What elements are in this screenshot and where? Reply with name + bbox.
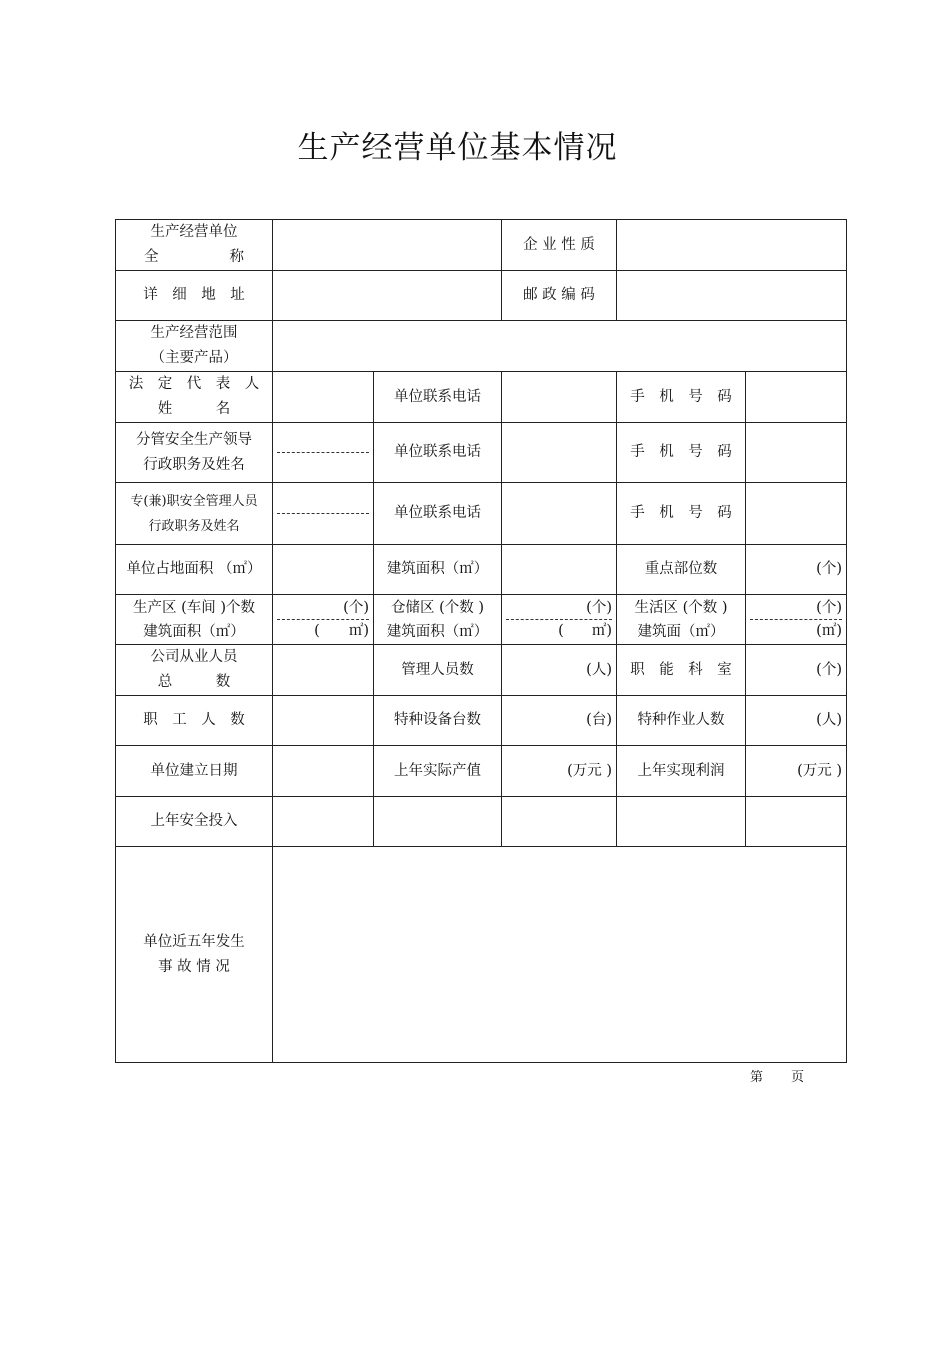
address-field[interactable] [273,271,502,321]
row-safety-invest [116,797,847,847]
count-line: (个) [506,597,612,620]
safety-leader-mobile-label: 手 机 号 码 [617,423,746,483]
equip-field[interactable]: (台) [502,696,617,746]
count-line: (个) [750,597,842,620]
unit-label: (个) [816,561,842,577]
safety-invest-field-3[interactable] [502,797,617,847]
divider [277,513,369,514]
row-safety-leader [116,423,847,483]
staff-total-field[interactable] [273,645,374,696]
row-safety-manager [116,483,847,545]
safety-leader-phone-field[interactable] [502,423,617,483]
building-area-label: 建筑面积（㎡） [374,545,502,595]
row-workers [116,696,847,746]
row-legal-rep [116,372,847,423]
workers-label: 职 工 人 数 [116,696,273,746]
staff-total-label: 公司从业人员 总 数 [116,645,273,696]
safety-invest-label: 上年安全投入 [116,797,273,847]
area-line: ( ㎡) [558,623,612,639]
row-established [116,746,847,797]
output-field[interactable]: (万元 ) [502,746,617,797]
accidents-label: 单位近五年发生 事 故 情 况 [116,847,273,1063]
key-parts-field[interactable] [746,545,847,595]
row-unit-name [116,220,847,271]
output-label: 上年实际产值 [374,746,502,797]
row-accidents [116,847,847,1063]
safety-leader-phone-label: 单位联系电话 [374,423,502,483]
count-line: (个) [277,597,369,620]
living-zone-label: 生活区 (个数 ) 建筑面（㎡） [617,595,746,645]
established-field[interactable] [273,746,374,797]
row-staff [116,645,847,696]
storage-zone-label: 仓储区 (个数 ) 建筑面积（㎡） [374,595,502,645]
postcode-label: 邮 政 编 码 [502,271,617,321]
storage-zone-field[interactable] [502,595,617,645]
safety-manager-label: 专(兼)职安全管理人员 行政职务及姓名 [116,483,273,545]
area-line: ( ㎡) [314,623,369,639]
safety-manager-mobile-label: 手 机 号 码 [617,483,746,545]
accidents-field[interactable] [273,847,847,1063]
safety-manager-mobile-field[interactable] [746,483,847,545]
dept-field[interactable]: (个) [746,645,847,696]
row-scope [116,321,847,372]
row-zones [116,595,847,645]
row-area [116,545,847,595]
unit-name-label: 生产经营单位 全 称 [116,220,273,271]
safety-leader-field[interactable] [273,423,374,483]
legal-rep-field[interactable] [273,372,374,423]
safety-manager-phone-label: 单位联系电话 [374,483,502,545]
safety-invest-field-1[interactable] [273,797,374,847]
safety-invest-field-5[interactable] [746,797,847,847]
established-label: 单位建立日期 [116,746,273,797]
legal-rep-phone-label: 单位联系电话 [374,372,502,423]
safety-leader-mobile-field[interactable] [746,423,847,483]
building-area-field[interactable] [502,545,617,595]
profit-field[interactable]: (万元 ) [746,746,847,797]
safety-invest-field-4[interactable] [617,797,746,847]
safety-manager-phone-field[interactable] [502,483,617,545]
safety-manager-field[interactable] [273,483,374,545]
page-number: 第 页 [750,1070,805,1085]
row-address [116,271,847,321]
key-parts-label: 重点部位数 [617,545,746,595]
info-form-table [115,219,847,1063]
legal-rep-mobile-label: 手 机 号 码 [617,372,746,423]
scope-label: 生产经营范围 （主要产品） [116,321,273,372]
legal-rep-label: 法 定 代 表 人 姓 名 [116,372,273,423]
nature-field[interactable] [617,220,847,271]
unit-name-field[interactable] [273,220,502,271]
production-zone-field[interactable] [273,595,374,645]
land-area-field[interactable] [273,545,374,595]
special-workers-field[interactable]: (人) [746,696,847,746]
legal-rep-mobile-field[interactable] [746,372,847,423]
safety-invest-field-2[interactable] [374,797,502,847]
mgmt-count-label: 管理人员数 [374,645,502,696]
land-area-label: 单位占地面积 （㎡） [116,545,273,595]
mgmt-count-field[interactable]: (人) [502,645,617,696]
scope-field[interactable] [273,321,847,372]
special-workers-label: 特种作业人数 [617,696,746,746]
postcode-field[interactable] [617,271,847,321]
legal-rep-phone-field[interactable] [502,372,617,423]
dept-label: 职 能 科 室 [617,645,746,696]
address-label: 详 细 地 址 [116,271,273,321]
profit-label: 上年实现利润 [617,746,746,797]
area-line: (㎡) [816,623,842,639]
production-zone-label: 生产区 (车间 )个数 建筑面积（㎡） [116,595,273,645]
page-title: 生产经营单位基本情况 [297,130,618,166]
equip-label: 特种设备台数 [374,696,502,746]
nature-label: 企 业 性 质 [502,220,617,271]
divider [277,452,369,453]
safety-leader-label: 分管安全生产领导 行政职务及姓名 [116,423,273,483]
living-zone-field[interactable] [746,595,847,645]
workers-field[interactable] [273,696,374,746]
